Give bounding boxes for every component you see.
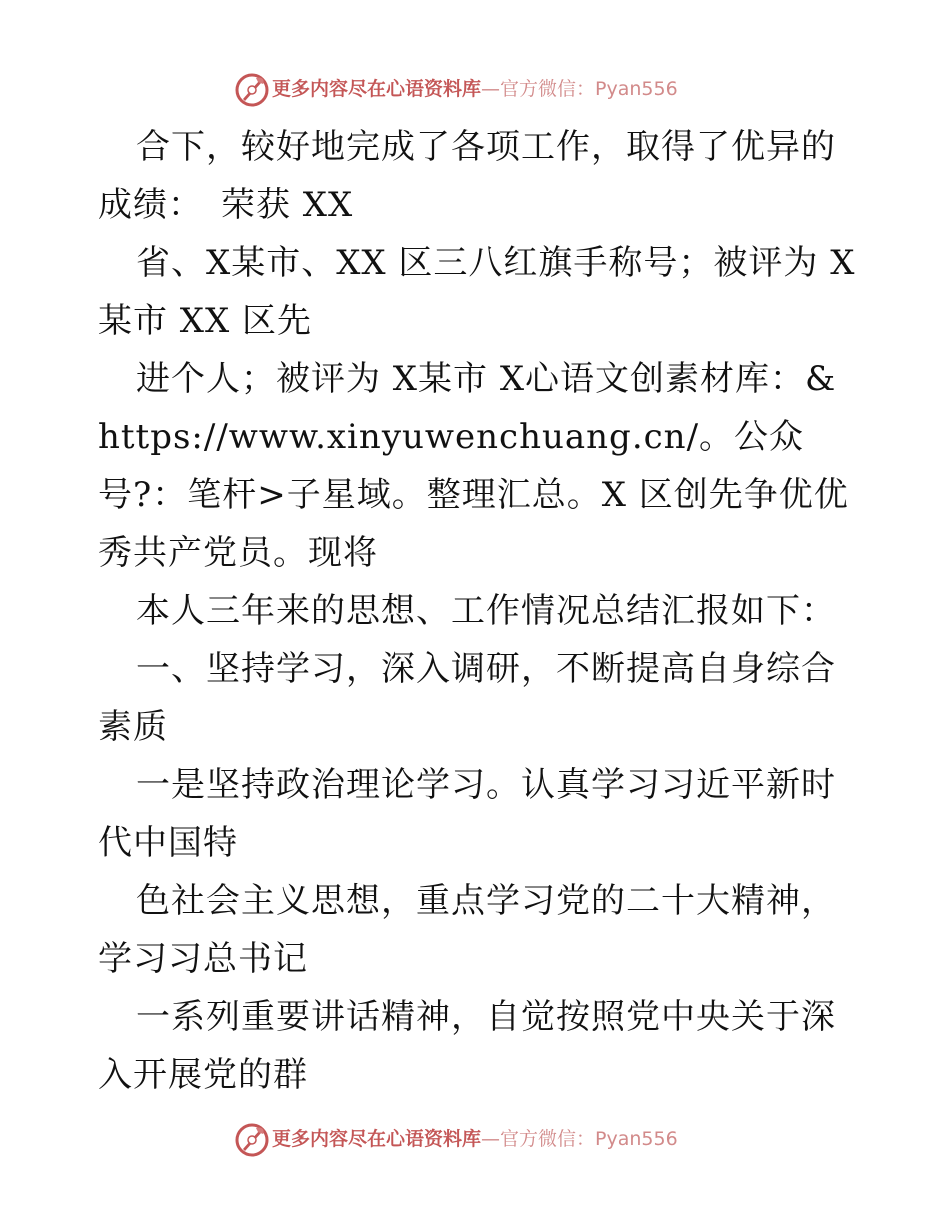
watermark-dash: —: [481, 78, 501, 100]
watermark-main-text: 更多内容尽在心语资料库: [272, 78, 482, 100]
paragraph: 本人三年来的思想、工作情况总结汇报如下：: [136, 591, 836, 631]
feather-pen-circle-icon: [234, 72, 270, 108]
paragraph: 合下，较好地完成了各项工作，取得了优异的成绩： 荣获 XX: [98, 127, 836, 225]
watermark-wechat-id: Pyan556: [595, 78, 678, 100]
feather-pen-circle-icon: [234, 1122, 270, 1158]
watermark-official-label: 官方微信：: [500, 1128, 596, 1150]
paragraph: 省、X某市、XX 区三八红旗手称号；被评为 X 某市 XX 区先: [98, 243, 856, 341]
document-body: [98, 118, 858, 1104]
footer-watermark-banner: [0, 1120, 950, 1160]
paragraph: 一是坚持政治理论学习。认真学习习近平新时代中国特: [98, 765, 836, 863]
watermark-text: [272, 76, 678, 102]
section-heading: 一、坚持学习，深入调研，不断提高自身综合素质: [98, 649, 836, 747]
watermark-official-label: 官方微信：: [500, 78, 596, 100]
header-watermark-banner: [0, 70, 950, 110]
paragraph: 色社会主义思想，重点学习党的二十大精神，学习习总书记: [98, 881, 836, 979]
watermark-dash: —: [481, 1128, 501, 1150]
paragraph: 进个人；被评为 X某市 X心语文创素材库：&https://www.xinyuwenchuang.cn/。公众号?：笔杆>子星域。整理汇总。X 区创先争优优秀共产党员。现将: [98, 359, 849, 573]
watermark-text: [272, 1126, 678, 1152]
watermark-wechat-id: Pyan556: [595, 1128, 678, 1150]
watermark-main-text: 更多内容尽在心语资料库: [272, 1128, 482, 1150]
paragraph: 一系列重要讲话精神，自觉按照党中央关于深入开展党的群: [98, 997, 836, 1095]
